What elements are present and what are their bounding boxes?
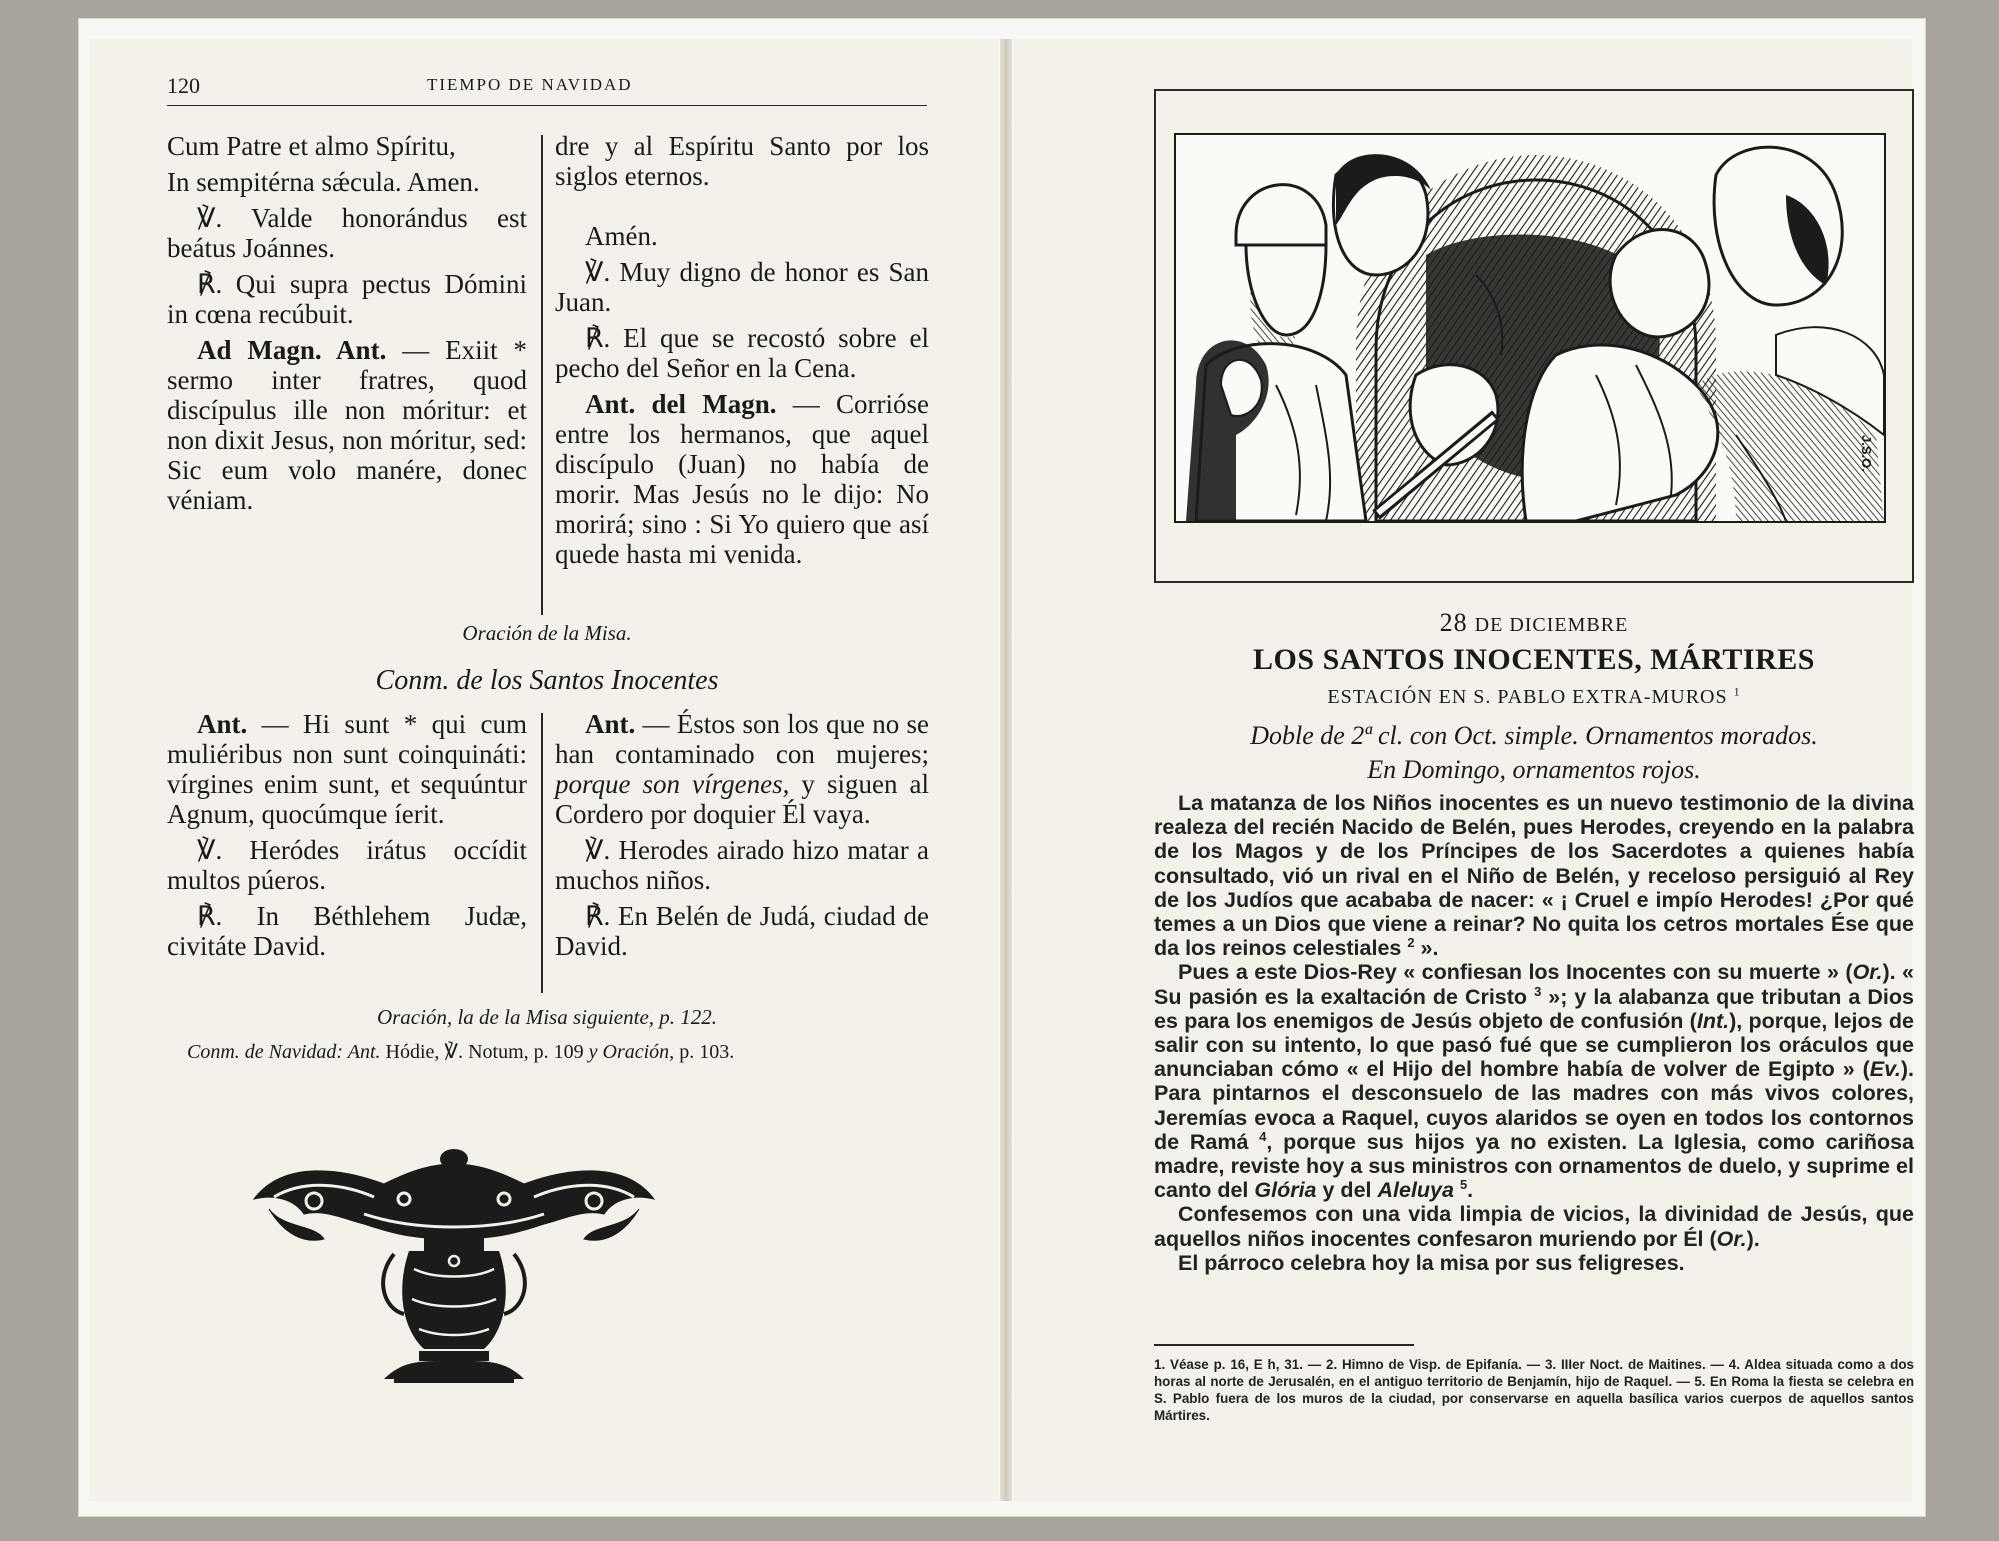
footnote-marker: 1: [1733, 684, 1741, 699]
spanish-versicle-2: ℣. Herodes airado hizo matar a muchos niños.: [555, 835, 929, 895]
rank-line-2: En Domingo, ornamentos rojos.: [1367, 755, 1701, 784]
running-title: TIEMPO DE NAVIDAD: [427, 75, 633, 94]
conm-navidad-pre: Conm. de Navidad: Ant.: [187, 1041, 381, 1063]
latin-line: In sempitérna sǽcula. Amen.: [167, 167, 480, 197]
latin-column-1: [167, 131, 527, 521]
oracion-siguiente: Oración, la de la Misa siguiente, p. 122.: [376, 1005, 718, 1029]
para2-h: .: [1467, 1178, 1474, 1203]
para3-a: Confesemos con una vida limpia de vicios, la divinidad de Jesús, que aquellos niños inocentes confesaron muriendo por Él (: [1154, 1202, 1914, 1251]
para2-int: Int.: [1696, 1008, 1730, 1033]
spanish-antiphon-text: — Corrióse entre los hermanos, que aquel discípulo (Juan) no había de morir. Mas Jesús no le dijo: No morirá; sino : Si Yo quiero que así quede hasta mi venida.: [555, 389, 929, 569]
conm-navidad-mid: Hódie, ℣. Notum, p. 109: [385, 1041, 584, 1063]
latin-response-2: ℟. In Béthlehem Judæ, civitáte David.: [167, 901, 527, 961]
illustration-initials: J.S.O.: [1859, 435, 1874, 472]
latin-column-2: [167, 709, 527, 967]
censer-ornament-icon: [244, 1139, 664, 1389]
spanish-antiphon-2-pre: — Éstos son los que no se han contaminado con mujeres;: [555, 709, 930, 769]
para2-aleluya: Aleluya: [1377, 1178, 1454, 1203]
spanish-column-2: [555, 709, 929, 967]
para1-end: ».: [1420, 936, 1439, 961]
right-page: [1014, 39, 1915, 1501]
spanish-line: Amén.: [585, 221, 658, 251]
feast-introduction: [1154, 791, 1914, 1275]
spanish-antiphon-label: Ant. del Magn.: [585, 389, 777, 419]
latin-antiphon-2-text: — Hi sunt * qui cum muliéribus non sunt coinquináti: vírgines enim sunt, et sequúntur Agnum, quocúmque íerit.: [167, 709, 527, 829]
footnote-marker: 3: [1534, 983, 1542, 999]
spanish-antiphon-2-label: Ant.: [585, 709, 636, 739]
left-page: [89, 39, 999, 1501]
latin-antiphon-2: [167, 709, 527, 829]
footnotes: 1. Véase p. 16, E h, 31. — 2. Himno de Visp. de Epifanía. — 3. IIIer Noct. de Maitines. — 4. Aldea situada como a dos horas al norte de Jerusalén, en el antiguo territorio de Benjamín, hijo de Raquel. — 5. En Roma la fiesta se celebra en S. Pablo fuera de los muros de la ciudad, por conservarse en aquella basílica varios cuerpos de aquellos santos Mártires.: [1154, 1357, 1914, 1423]
column-divider: [541, 713, 543, 993]
spanish-line: dre y al Espíritu Santo por los siglos eternos.: [555, 131, 929, 191]
latin-antiphon: [167, 335, 527, 515]
footnote-marker: 2: [1407, 935, 1415, 951]
para2-e: ). Para pintarnos el desconsuelo de las madres con más vivos colores, Jeremías evoca a Raquel, cuyos alaridos se oyen en todos los contornos de Ramá: [1154, 1057, 1914, 1154]
station-line: [1154, 686, 1914, 709]
book-gutter: [1000, 39, 1012, 1501]
conm-navidad-end: p. 103.: [679, 1041, 735, 1063]
page-number: 120: [167, 73, 200, 98]
conmemoracion-navidad: [167, 1041, 927, 1064]
para2-or: Or.: [1852, 960, 1883, 985]
commemoration-heading: Conm. de los Santos Inocentes: [375, 665, 719, 696]
date-month: DE DICIEMBRE: [1474, 614, 1629, 636]
spanish-antiphon-2-post: y siguen al Cordero por doquier Él vaya.: [555, 769, 930, 829]
spanish-versicle: ℣. Muy digno de honor es San Juan.: [555, 257, 929, 317]
para2-c: »; y la alabanza que tributan a Dios es para los enemigos de Jesús objeto de confusión (: [1154, 984, 1914, 1033]
paragraph-1: [1154, 791, 1914, 960]
para3-or: Or.: [1716, 1226, 1747, 1251]
footnote-rule: [1154, 1344, 1414, 1346]
book-spread: [78, 18, 1926, 1517]
spanish-antiphon-2: [555, 709, 929, 829]
para2-a: Pues a este Dios-Rey « confiesan los Inocentes con su muerte » (: [1178, 960, 1853, 985]
latin-antiphon-2-label: Ant.: [197, 709, 248, 739]
spanish-response: ℟. El que se recostó sobre el pecho del Señor en la Cena.: [555, 323, 929, 383]
station-text: ESTACIÓN EN S. PABLO EXTRA-MUROS: [1327, 686, 1728, 708]
feast-date: [1154, 608, 1914, 638]
footnote-marker: 5: [1459, 1177, 1468, 1193]
spanish-antiphon-2-italic: porque son vírgenes,: [555, 769, 790, 799]
date-number: 28: [1439, 608, 1468, 637]
latin-versicle-2: ℣. Heródes irátus occídit multos púeros.: [167, 835, 527, 895]
paragraph-3: [1154, 1202, 1914, 1250]
column-divider: [541, 135, 543, 615]
para3-b: ).: [1746, 1226, 1760, 1251]
paragraph-2: [1154, 960, 1914, 1202]
latin-antiphon-label: Ad Magn. Ant.: [197, 335, 387, 365]
latin-response: ℟. Qui supra pectus Dómini in cœna recúbuit.: [167, 269, 527, 329]
spanish-antiphon: [555, 389, 929, 569]
para2-f: , porque sus hijos ya no existen. La Iglesia, como cariñosa madre, reviste hoy a sus ministros con ornamentos de duelo, y suprime el canto del: [1154, 1129, 1915, 1203]
para2-ev: Ev.: [1869, 1057, 1901, 1082]
oracion-note: Oración de la Misa.: [462, 621, 632, 645]
latin-line: Cum Patre et almo Spíritu,: [167, 131, 456, 161]
para2-gloria: Glória: [1254, 1178, 1317, 1203]
massacre-of-innocents-illustration: [1174, 133, 1886, 523]
footnote-marker: 4: [1259, 1128, 1267, 1144]
feast-title: LOS SANTOS INOCENTES, MÁRTIRES: [1253, 643, 1815, 676]
rank-line-1: Doble de 2ª cl. con Oct. simple. Ornamentos morados.: [1250, 721, 1818, 750]
spanish-column-1: [555, 131, 929, 575]
para2-d: ), porque, lejos de salir con su intento, lo que pasó fué que se cumplieron los oráculos que anunciaban cómo « el Hijo del hombre había de volver de Egipto » (: [1154, 1008, 1914, 1082]
spanish-response-2: ℟. En Belén de Judá, ciudad de David.: [555, 901, 929, 961]
latin-antiphon-text: — Exiit * sermo inter fratres, quod discípulus ille non móritur: et non dixit Jesus, non móritur, sed: Sic eum volo manére, donec véniam.: [167, 335, 528, 515]
para2-g: y del: [1322, 1178, 1372, 1203]
para1-text: La matanza de los Niños inocentes es un nuevo testimonio de la divina realeza del recién Nacido de Belén, pues Herodes, creyendo en la palabra de los Magos y de los Príncipes de los Sacerdotes a quienes había consultado, vió un rival en el Niño de Belén, y receloso persiguió al Rey de los Judíos que acababa de nacer: « ¡ Cruel e impío Herodes! ¿Por qué temes a un Dios que viene a reinar? No quita los cetros mortales Ése que da los reinos celestiales: [1154, 791, 1914, 961]
latin-versicle: ℣. Valde honorándus est beátus Joánnes.: [167, 203, 527, 263]
conm-navidad-y: y Oración,: [588, 1041, 675, 1063]
paragraph-4: El párroco celebra hoy la misa por sus feligreses.: [1178, 1250, 1685, 1275]
para2-b: ). « Su pasión es la exaltación de Cristo: [1154, 960, 1914, 1009]
running-head: [167, 69, 927, 106]
